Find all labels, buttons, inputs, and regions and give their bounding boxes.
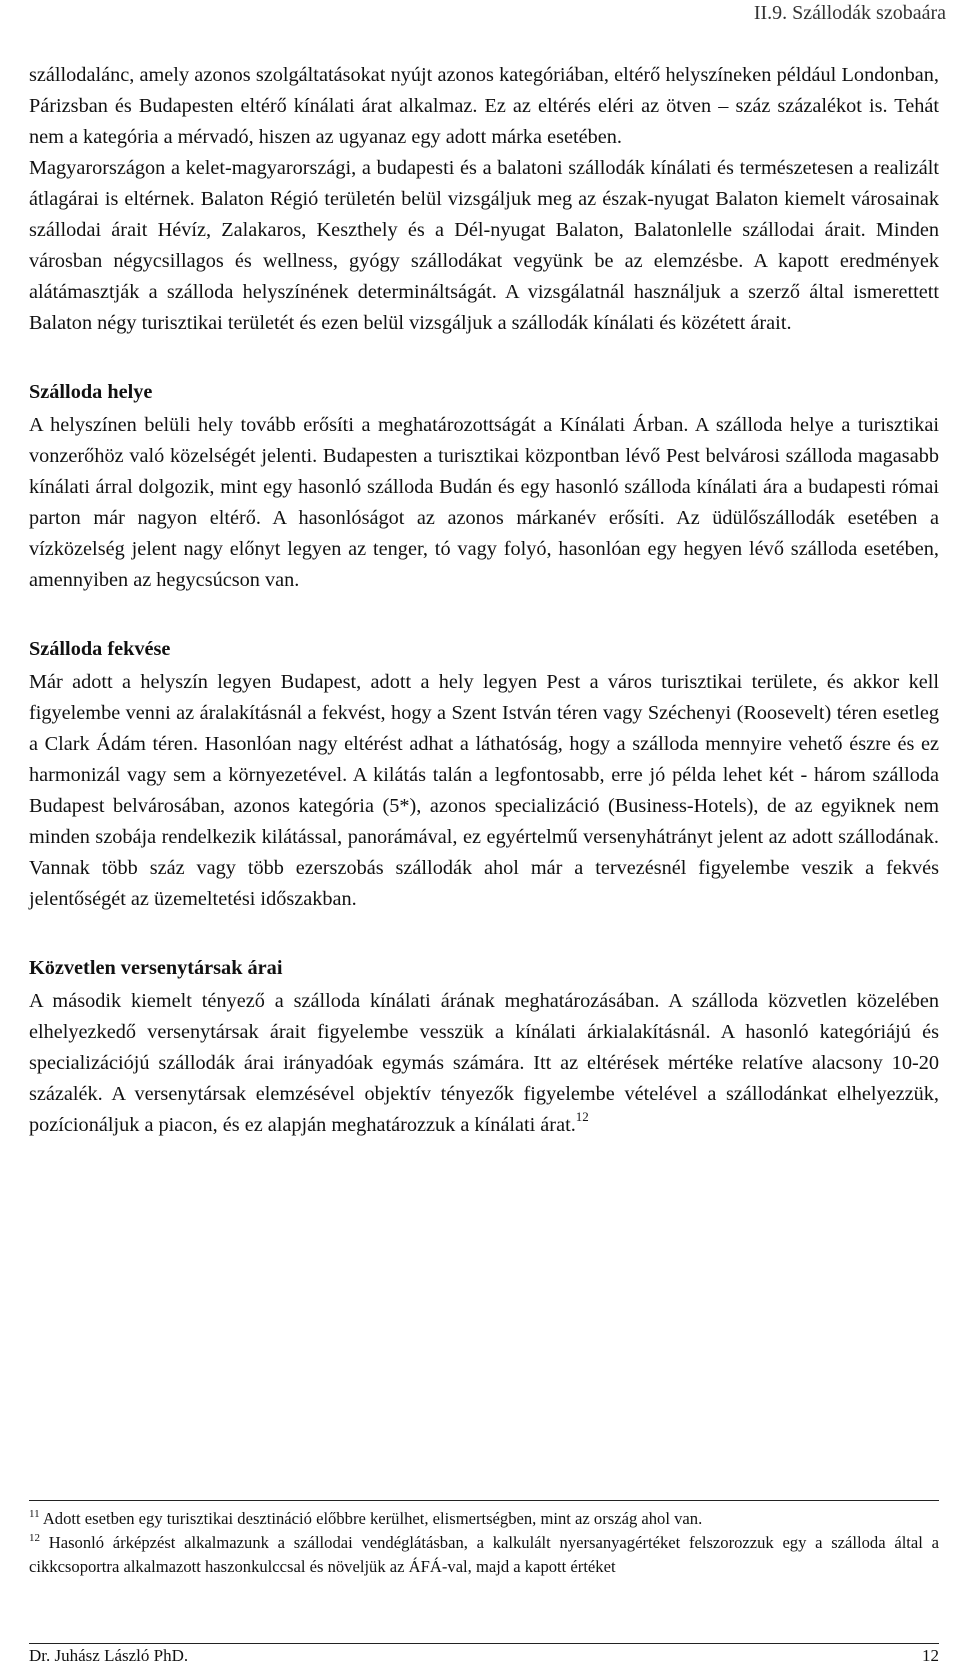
footer-page-number: 12 bbox=[922, 1646, 939, 1665]
section-title-szalloda-helye: Szálloda helye bbox=[29, 381, 153, 403]
section-text-szalloda-helye: A helyszínen belüli hely tovább erősíti a meghatározottságát a Kínálati Árban. A szálloda helye a turisztikai vonzerőhöz való közelségét jelenti. Budapesten a turisztikai központban lévő Pest belvárosi szálloda magasabb kínálati árral dolgozik, mint egy hasonló szálloda Budán és egy hasonló szálloda kínálati ára a budapesti római parton már nagyon eltérő. A hasonlóságot az azonos márkanév erősíti. Az üdülőszállodák esetében a vízközelség jelent nagy előnyt legyen az tenger, tó vagy folyó, hasonlóan egy hegyen lévő szálloda esetében, amennyiben az hegycsúcson van. bbox=[29, 414, 939, 591]
footnote-separator bbox=[29, 1500, 939, 1501]
footnote-reference-12[interactable]: 12 bbox=[575, 1109, 589, 1124]
footnote-number-11: 11 bbox=[29, 1508, 40, 1520]
section-title-szalloda-fekvese: Szálloda fekvése bbox=[29, 638, 171, 660]
footer-author: Dr. Juhász László PhD. bbox=[29, 1646, 189, 1665]
footnotes bbox=[29, 1500, 939, 1579]
document-body bbox=[29, 60, 939, 1141]
intro-paragraph-2: Magyarországon a kelet-magyarországi, a budapesti és a balatoni szállodák kínálati és természetesen a realizált átlagárai is eltérnek. Balaton Régió területén belül vizsgáljuk meg az észak-nyugat Balaton kiemelt városainak szállodai árait Hévíz, Zalakaros, Keszthely és a Dél-nyugat Balaton, Balatonlelle szállodai árait. Minden városban négycsillagos és wellness, gyógy szállodákat vegyünk be az elemzésbe. A kapott eredmények alátámasztják a szálloda helyszínének determináltságát. A vizsgálatnál használjuk a szerző által ismerettett Balaton négy turisztikai területét és ezen belül vizsgáljuk a szállodák kínálati és közétett árait. bbox=[29, 157, 939, 334]
running-footer bbox=[29, 1643, 939, 1668]
running-header-title: II.9. Szállodák szobaára bbox=[753, 2, 946, 24]
footnote-number-12: 12 bbox=[29, 1532, 40, 1544]
footnote-text-12: Hasonló árképzést alkalmazunk a szállodai vendéglátásban, a kalkulált nyersanyagértéket felszorozzuk egy a szálloda által a cikkcsoportra alkalmazott haszonkulccsal és növeljük az ÁFÁ-val, majd a kapott értéket bbox=[29, 1533, 939, 1576]
section-text-versenytarsak-arai bbox=[29, 986, 939, 1141]
footnote-text-11: Adott esetben egy turisztikai desztináció előbbre kerülhet, elismertségben, mint az ország ahol van. bbox=[42, 1509, 703, 1528]
section-text-szalloda-fekvese: Már adott a helyszín legyen Budapest, adott a hely legyen Pest a város turisztikai területe, és akkor kell figyelembe venni az áralakításnál a fekvést, hogy a Szent István téren vagy Széchenyi (Roosevelt) téren esetleg a Clark Ádám téren. Hasonlóan nagy eltérést adhat a láthatóság, hogy a szálloda mennyire vehető észre és ez harmonizál vagy sem a környezetével. A kilátás talán a legfontosabb, erre jó példa lehet két - három szálloda Budapest belvárosában, azonos kategória (5*), azonos specializáció (Business-Hotels), de az egyiknek nem minden szobája rendelkezik kilátással, panorámával, ez egyértelmű versenyhátrányt jelent az adott szállodának. Vannak több száz vagy több ezerszobás szállodák ahol már a tervezésnél figyelembe veszik a fekvés jelentőségét az üzemeltetési időszakban. bbox=[29, 671, 939, 910]
section-title-versenytarsak-arai: Közvetlen versenytársak árai bbox=[29, 957, 283, 979]
intro-paragraph-1: szállodalánc, amely azonos szolgáltatásokat nyújt azonos kategóriában, eltérő helyszíneken például Londonban, Párizsban és Budapesten eltérő kínálati árat alkalmaz. Ez az eltérés eléri az ötven – száz százalékot is. Tehát nem a kategória a mérvadó, hiszen az ugyanaz egy adott márka esetében. bbox=[29, 64, 939, 148]
section-text-versenytarsak-arai-body: A második kiemelt tényező a szálloda kínálati árának meghatározásában. A szálloda közvetlen közelében elhelyezkedő versenytársak árait figyelembe vesszük a kínálati árkialakításnál. A hasonló kategóriájú és specializációjú szállodák árai irányadóak egymás számára. Itt az eltérések mértéke relatíve alacsony 10-20 százalék. A versenytársak elemzésével objektív tényezők figyelembe vételével a szállodánkat elhelyezzük, pozícionáljuk a piacon, és ez alapján meghatározzuk a kínálati árat. bbox=[29, 990, 939, 1136]
footnote-11 bbox=[29, 1507, 939, 1531]
footnote-12 bbox=[29, 1531, 939, 1579]
